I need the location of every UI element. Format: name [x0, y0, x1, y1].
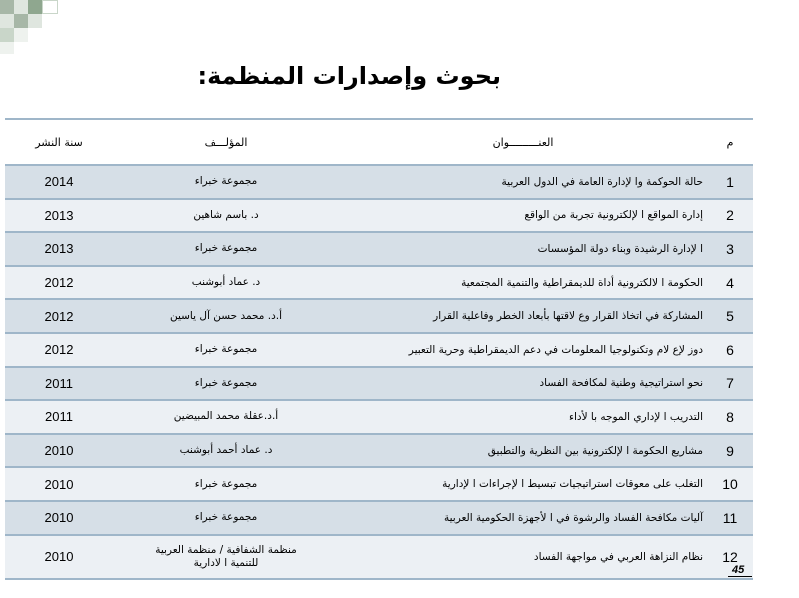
row-year: 2012 [5, 333, 113, 367]
row-title: الحكومة ا لالكترونية أداة للديمقراطية والتنمية المجتمعية [339, 266, 707, 300]
row-author: مجموعة خبراء [113, 333, 339, 367]
page-number-underline [728, 576, 752, 577]
table-row [5, 299, 753, 333]
row-author: مجموعة خبراء [113, 232, 339, 266]
row-num: 5 [707, 299, 753, 333]
table-row [5, 199, 753, 233]
row-title: نظام النزاهة العربي في مواجهة الفساد [339, 535, 707, 579]
row-year: 2010 [5, 501, 113, 535]
row-title: نحو استراتيجية وطنية لمكافحة الفساد [339, 367, 707, 401]
table-row [5, 333, 753, 367]
row-year: 2011 [5, 367, 113, 401]
row-num: 1 [707, 165, 753, 199]
header-title: العنـــــــــوان [339, 119, 707, 165]
row-num: 11 [707, 501, 753, 535]
row-title: المشاركة في اتخاذ القرار وع لاقتها بأبعاد الخطر وفاعلية القرار [339, 299, 707, 333]
row-title: إدارة المواقع ا لإلكترونية تجربة من الواقع [339, 199, 707, 233]
row-author: مجموعة خبراء [113, 367, 339, 401]
row-year: 2010 [5, 535, 113, 579]
row-year: 2012 [5, 266, 113, 300]
table-row [5, 501, 753, 535]
row-num: 6 [707, 333, 753, 367]
row-num: 12 [707, 535, 753, 579]
row-num: 3 [707, 232, 753, 266]
row-year: 2013 [5, 199, 113, 233]
row-title: حالة الحوكمة وا لإدارة العامة في الدول العربية [339, 165, 707, 199]
table-row [5, 165, 753, 199]
row-year: 2013 [5, 232, 113, 266]
row-author [113, 535, 339, 579]
row-num: 8 [707, 400, 753, 434]
table-row [5, 232, 753, 266]
row-year: 2012 [5, 299, 113, 333]
row-num: 9 [707, 434, 753, 468]
table-row [5, 434, 753, 468]
table-header-row [5, 119, 753, 165]
table-row [5, 467, 753, 501]
header-year: سنة النشر [5, 119, 113, 165]
header-author: المؤلـــف [113, 119, 339, 165]
page-title: بحوث وإصدارات المنظمة: [197, 62, 501, 90]
row-author: د. باسم شاهين [113, 199, 339, 233]
row-year: 2010 [5, 434, 113, 468]
row-author: أ.د. محمد حسن آل ياسين [113, 299, 339, 333]
page-number: 45 [732, 564, 745, 576]
row-num: 4 [707, 266, 753, 300]
row-author: مجموعة خبراء [113, 501, 339, 535]
row-title: آليات مكافحة الفساد والرشوة في ا لأجهزة الحكومية العربية [339, 501, 707, 535]
row-title: ا لإدارة الرشيدة وبناء دولة المؤسسات [339, 232, 707, 266]
row-title: مشاريع الحكومة ا لإلكترونية بين النظرية والتطبيق [339, 434, 707, 468]
row-author: مجموعة خبراء [113, 165, 339, 199]
row-num: 10 [707, 467, 753, 501]
table-row [5, 266, 753, 300]
row-title: دوز لإع لام وتكنولوجيا المعلومات في دعم الديمقراطية وحرية التعبير [339, 333, 707, 367]
row-year: 2011 [5, 400, 113, 434]
row-num: 7 [707, 367, 753, 401]
publications-table [5, 118, 753, 580]
row-author: د. عماد أبوشنب [113, 266, 339, 300]
row-author-line1: منظمة الشفافية / منظمة العربية [155, 543, 297, 556]
table-row [5, 535, 753, 579]
row-year: 2014 [5, 165, 113, 199]
header-num: م [707, 119, 753, 165]
table-row [5, 400, 753, 434]
table-row [5, 367, 753, 401]
row-author: د. عماد أحمد أبوشنب [113, 434, 339, 468]
row-num: 2 [707, 199, 753, 233]
row-author: أ.د.عقلة محمد المبيضين [113, 400, 339, 434]
row-author-line2: للتنمية ا لادارية [193, 556, 259, 569]
row-title: التدريب ا لإداري الموجه با لأداء [339, 400, 707, 434]
corner-decoration [0, 0, 150, 60]
row-author: مجموعة خبراء [113, 467, 339, 501]
row-title: التغلب على معوقات استراتيجيات تبسيط ا لإجراءات ا لإدارية [339, 467, 707, 501]
row-year: 2010 [5, 467, 113, 501]
